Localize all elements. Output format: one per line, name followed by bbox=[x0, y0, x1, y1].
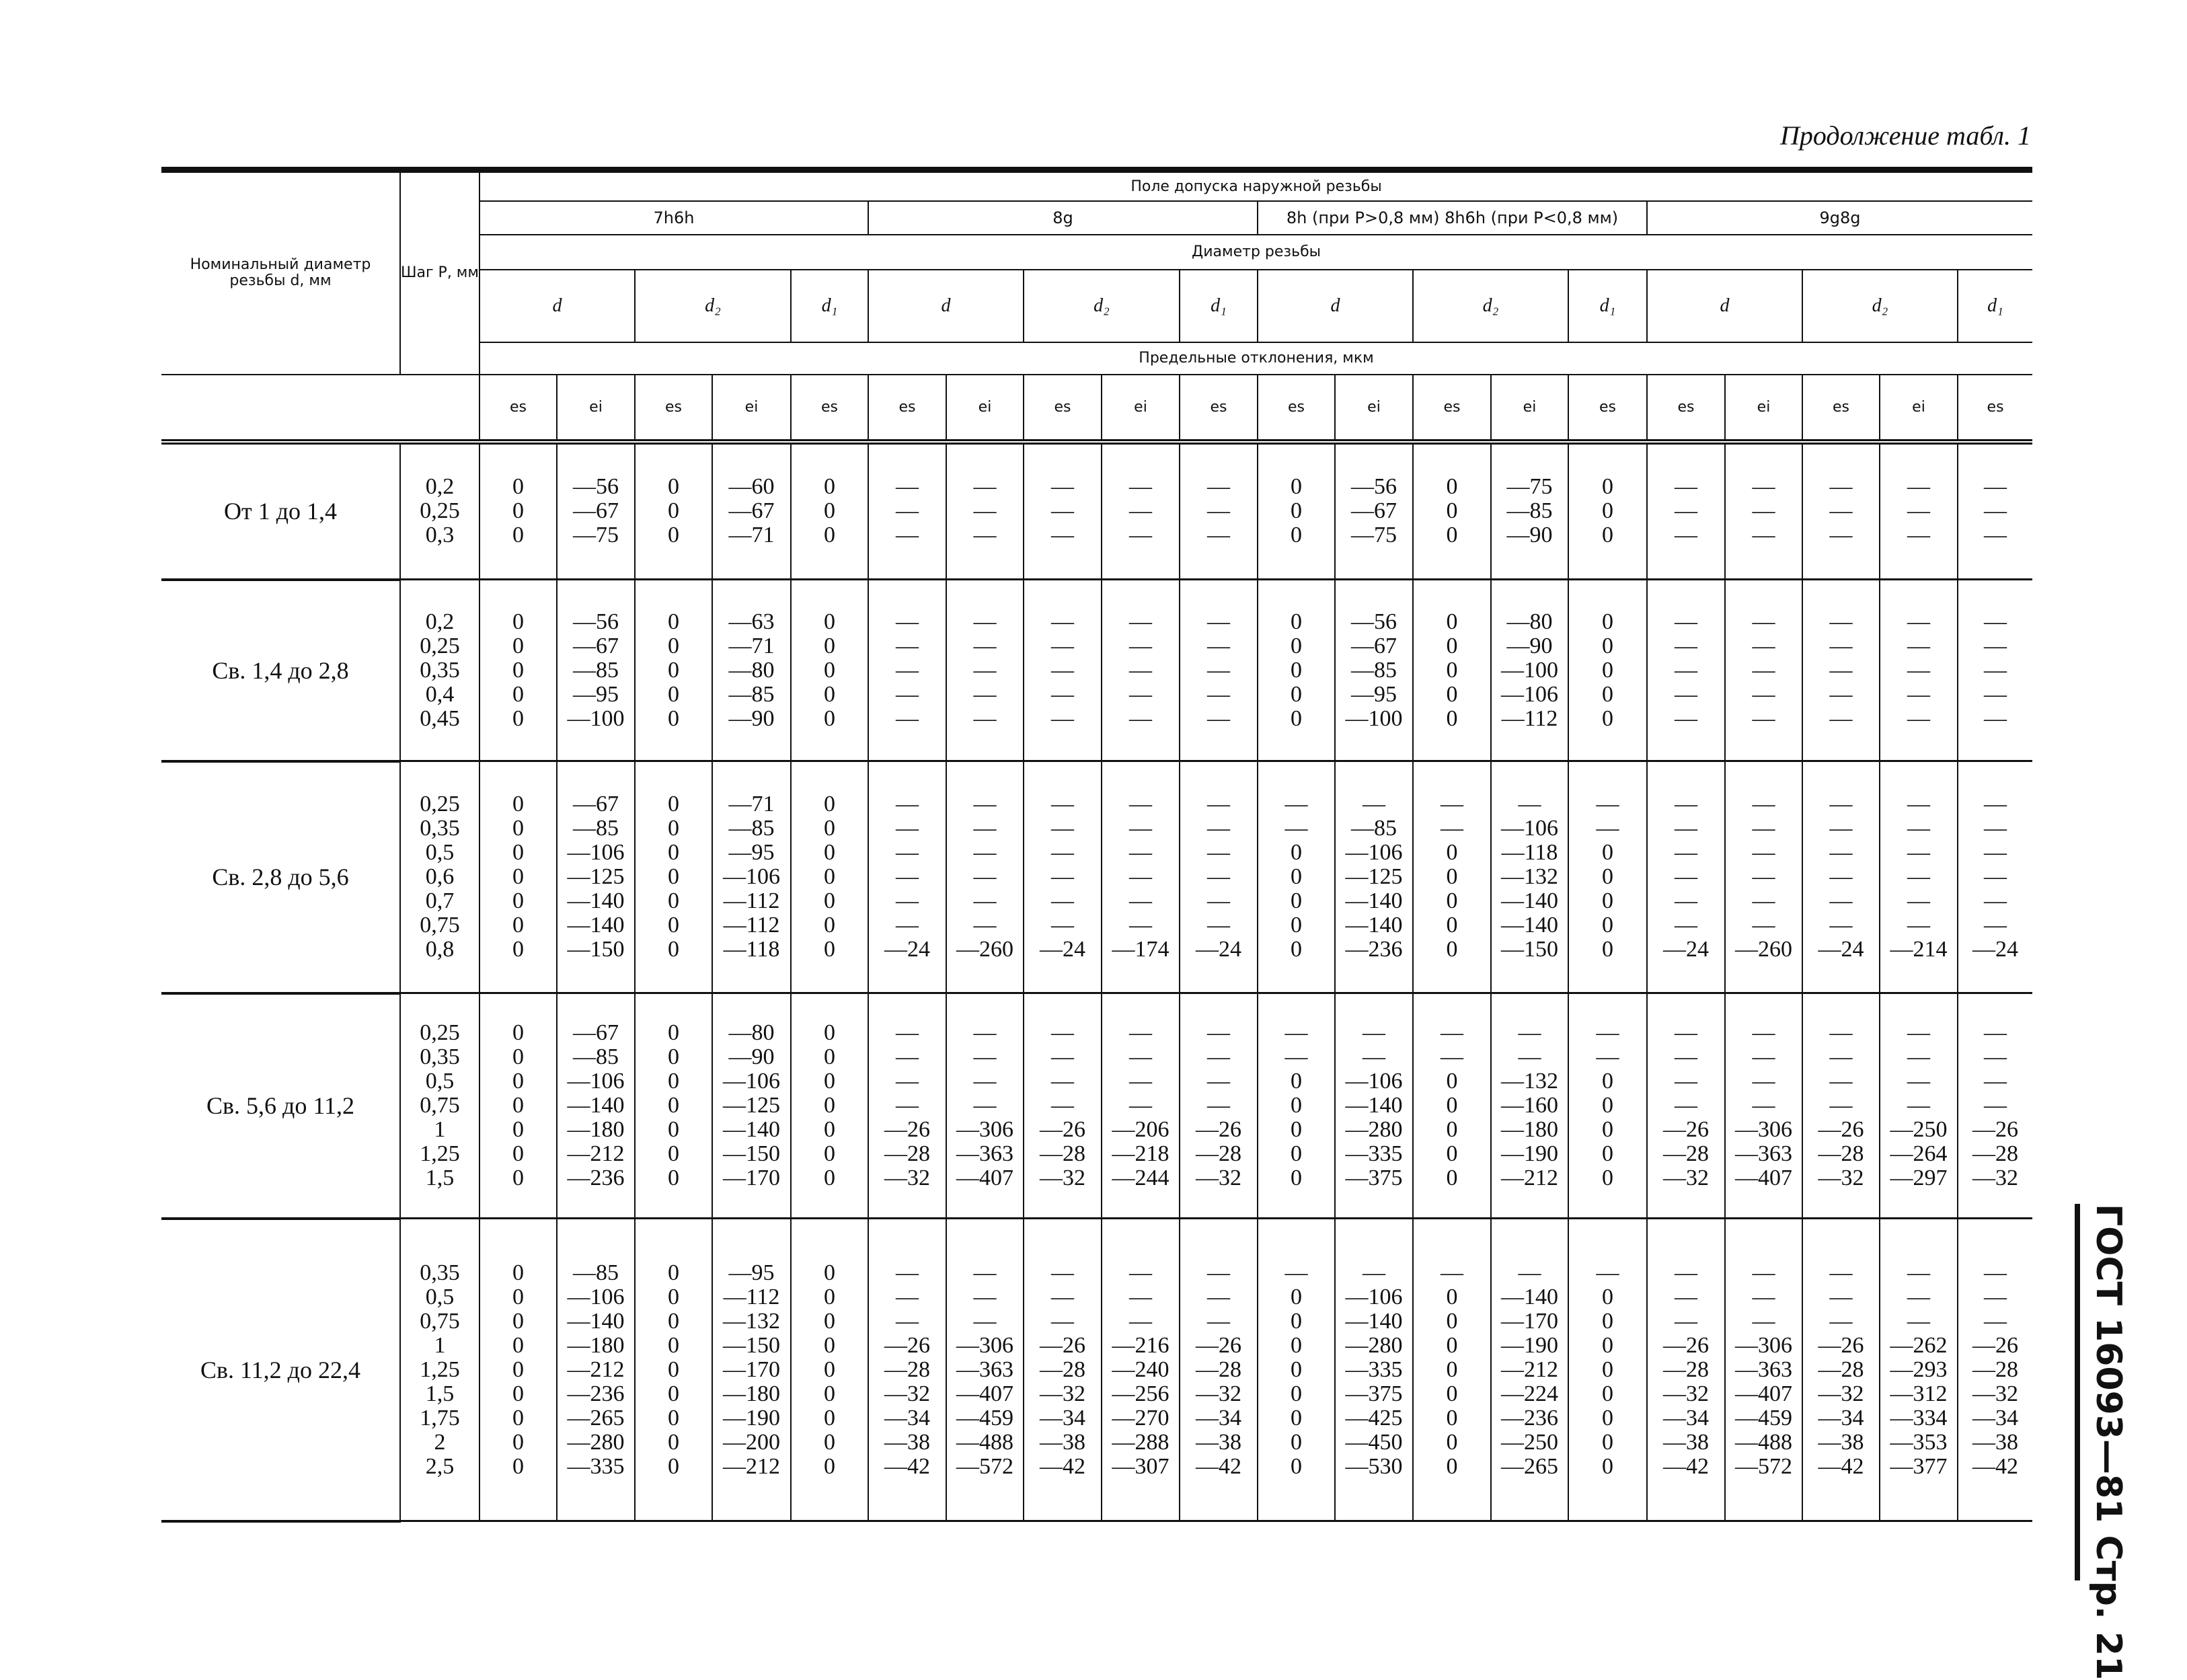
deviation-values: — — — —26 —28 —32 —34 —38 —42 bbox=[1802, 1219, 1880, 1521]
deviation-values: —56 —67 —85 —95 —100 bbox=[1335, 580, 1413, 761]
header-field-8h: 8h (при P>0,8 мм) 8h6h (при P<0,8 мм) bbox=[1258, 201, 1647, 235]
deviation-values: 0 0 0 0 0 0 0 bbox=[791, 761, 868, 993]
row-diameter-range: Св. 5,6 до 11,2 bbox=[161, 993, 400, 1219]
deviation-label: es bbox=[1802, 375, 1880, 442]
deviation-values: 0 0 0 0 0 bbox=[1568, 580, 1647, 761]
deviation-values: — — — bbox=[1802, 442, 1880, 580]
header-diameter: d₂ bbox=[1413, 270, 1568, 342]
header-field-9g8g: 9g8g bbox=[1647, 201, 2032, 235]
table-row bbox=[161, 761, 2032, 993]
deviation-values: —63 —71 —80 —85 —90 bbox=[712, 580, 791, 761]
deviation-values: — —140 —170 —190 —212 —224 —236 —250 —265 bbox=[1491, 1219, 1568, 1521]
header-field-title: Поле допуска наружной резьбы bbox=[479, 170, 2032, 201]
deviation-label: ei bbox=[1725, 375, 1802, 442]
deviation-values: —75 —85 —90 bbox=[1491, 442, 1568, 580]
deviation-values: — — 0 0 0 0 0 bbox=[1413, 993, 1491, 1219]
row-diameter-range: От 1 до 1,4 bbox=[161, 442, 400, 580]
deviation-values: — — — — — bbox=[1802, 580, 1880, 761]
deviation-values: — — — —26 —28 —32 —34 —38 —42 bbox=[868, 1219, 946, 1521]
deviation-values: — — — — — bbox=[946, 580, 1024, 761]
deviation-values: 0 0 0 0 0 0 0 0 0 bbox=[479, 1219, 557, 1521]
header-diameter: d₁ bbox=[1958, 270, 2032, 342]
table-row bbox=[161, 442, 2032, 580]
deviation-values: — — — — —306 —363 —407 bbox=[946, 993, 1024, 1219]
header-diameter: d bbox=[1258, 270, 1413, 342]
deviation-values: — —106 —118 —132 —140 —140 —150 bbox=[1491, 761, 1568, 993]
row-pitch-values: 0,35 0,5 0,75 1 1,25 1,5 1,75 2 2,5 bbox=[400, 1219, 479, 1521]
deviation-values: —80 —90 —100 —106 —112 bbox=[1491, 580, 1568, 761]
deviation-values: — —106 —140 —280 —335 —375 —425 —450 —530 bbox=[1335, 1219, 1413, 1521]
deviation-values: 0 0 0 0 0 bbox=[1258, 580, 1335, 761]
deviation-values: — — — bbox=[946, 442, 1024, 580]
side-title-text: ГОСТ 16093—81 Стр. 21 bbox=[2088, 1204, 2128, 1680]
deviation-values: 0 0 0 0 0 0 0 0 0 bbox=[791, 1219, 868, 1521]
deviation-values: — — — bbox=[1958, 442, 2032, 580]
deviation-values: — — — — —26 —28 —32 bbox=[1958, 993, 2032, 1219]
deviation-values: — — 0 0 0 0 0 bbox=[1568, 761, 1647, 993]
deviation-values: — — — — —26 —28 —32 bbox=[868, 993, 946, 1219]
header-diameter: d₁ bbox=[1568, 270, 1647, 342]
deviation-values: — — — —262 —293 —312 —334 —353 —377 bbox=[1880, 1219, 1958, 1521]
deviation-values: — — — — — bbox=[868, 580, 946, 761]
deviation-values: — — — — — — —24 bbox=[868, 761, 946, 993]
deviation-values: — — — — — bbox=[1180, 580, 1258, 761]
deviation-values: —60 —67 —71 bbox=[712, 442, 791, 580]
table-row bbox=[161, 580, 2032, 761]
deviation-values: — — —132 —160 —180 —190 —212 bbox=[1491, 993, 1568, 1219]
row-pitch-values: 0,25 0,35 0,5 0,75 1 1,25 1,5 bbox=[400, 993, 479, 1219]
deviation-values: — — — —306 —363 —407 —459 —488 —572 bbox=[946, 1219, 1024, 1521]
header-diameter: d₂ bbox=[1024, 270, 1180, 342]
table-body bbox=[161, 442, 2032, 1521]
deviation-values: — — — — — bbox=[1880, 580, 1958, 761]
deviation-values: — — — —26 —28 —32 —34 —38 —42 bbox=[1958, 1219, 2032, 1521]
deviation-values: 0 0 0 0 0 bbox=[479, 580, 557, 761]
deviation-values: 0 0 0 bbox=[635, 442, 712, 580]
deviation-values: 0 0 0 0 0 0 0 bbox=[791, 993, 868, 1219]
deviation-values: 0 0 0 bbox=[1568, 442, 1647, 580]
deviation-values: — — — — —26 —28 —32 bbox=[1024, 993, 1102, 1219]
row-pitch-values: 0,25 0,35 0,5 0,6 0,7 0,75 0,8 bbox=[400, 761, 479, 993]
deviation-label: ei bbox=[1880, 375, 1958, 442]
deviation-label: es bbox=[1180, 375, 1258, 442]
deviation-values: — — — — —26 —28 —32 bbox=[1802, 993, 1880, 1219]
deviation-values: 0 0 0 0 0 0 0 bbox=[479, 761, 557, 993]
deviation-values: — — — — — — —174 bbox=[1102, 761, 1180, 993]
deviation-values: —67 —85 —106 —140 —180 —212 —236 bbox=[557, 993, 635, 1219]
deviation-values: — 0 0 0 0 0 0 0 0 bbox=[1568, 1219, 1647, 1521]
header-diameter: d bbox=[479, 270, 635, 342]
table-header bbox=[161, 170, 2032, 442]
row-diameter-range: Св. 2,8 до 5,6 bbox=[161, 761, 400, 993]
table-row bbox=[161, 1219, 2032, 1521]
row-pitch-values: 0,2 0,25 0,3 bbox=[400, 442, 479, 580]
header-deviation-labels bbox=[161, 375, 2032, 442]
deviation-label: es bbox=[635, 375, 712, 442]
deviation-values: —56 —67 —85 —95 —100 bbox=[557, 580, 635, 761]
deviation-values: — — — — —206 —218 —244 bbox=[1102, 993, 1180, 1219]
deviation-values: 0 0 0 bbox=[1258, 442, 1335, 580]
header-diameter: d₂ bbox=[1802, 270, 1958, 342]
header-diameter: d₁ bbox=[791, 270, 868, 342]
header-diameter: d bbox=[1647, 270, 1802, 342]
deviation-values: — — — — — bbox=[1102, 580, 1180, 761]
deviation-label: es bbox=[868, 375, 946, 442]
deviation-values: — — — — — — —214 bbox=[1880, 761, 1958, 993]
row-pitch-values: 0,2 0,25 0,35 0,4 0,45 bbox=[400, 580, 479, 761]
deviation-values: — — — — — bbox=[1024, 580, 1102, 761]
deviation-values: — — — — — — —24 bbox=[1180, 761, 1258, 993]
deviation-values: —85 —106 —140 —180 —212 —236 —265 —280 —335 bbox=[557, 1219, 635, 1521]
deviation-values: — — — — —26 —28 —32 bbox=[1180, 993, 1258, 1219]
header-deviations-title: Предельные отклонения, мкм bbox=[479, 342, 2032, 375]
deviation-values: — — — — — — —24 bbox=[1024, 761, 1102, 993]
deviation-values: 0 0 0 bbox=[791, 442, 868, 580]
deviation-values: 0 0 0 0 0 bbox=[791, 580, 868, 761]
deviation-values: — — 0 0 0 0 0 bbox=[1258, 761, 1335, 993]
deviation-values: — — — — —26 —28 —32 bbox=[1647, 993, 1725, 1219]
row-diameter-range: Св. 1,4 до 2,8 bbox=[161, 580, 400, 761]
deviation-label: es bbox=[1413, 375, 1491, 442]
header-diameter: d bbox=[868, 270, 1024, 342]
deviation-values: —95 —112 —132 —150 —170 —180 —190 —200 —212 bbox=[712, 1219, 791, 1521]
deviation-values: — — — bbox=[1024, 442, 1102, 580]
deviation-values: 0 0 0 0 0 0 0 bbox=[479, 993, 557, 1219]
deviation-label: es bbox=[479, 375, 557, 442]
deviation-values: — — — bbox=[1725, 442, 1802, 580]
deviation-values: — 0 0 0 0 0 0 0 0 bbox=[1258, 1219, 1335, 1521]
deviation-values: — — — — — — —24 bbox=[1958, 761, 2032, 993]
header-diameter: d₂ bbox=[635, 270, 791, 342]
tolerance-table bbox=[161, 167, 2032, 1523]
deviation-values: — —85 —106 —125 —140 —140 —236 bbox=[1335, 761, 1413, 993]
deviation-values: —56 —67 —75 bbox=[1335, 442, 1413, 580]
deviation-values: — — 0 0 0 0 0 bbox=[1258, 993, 1335, 1219]
deviation-values: — — — bbox=[1102, 442, 1180, 580]
deviation-values: — — — — — bbox=[1725, 580, 1802, 761]
deviation-values: —71 —85 —95 —106 —112 —112 —118 bbox=[712, 761, 791, 993]
deviation-values: — — — —26 —28 —32 —34 —38 —42 bbox=[1180, 1219, 1258, 1521]
header-field-8g: 8g bbox=[868, 201, 1258, 235]
deviation-values: — — — —26 —28 —32 —34 —38 —42 bbox=[1647, 1219, 1725, 1521]
deviation-values: 0 0 0 0 0 bbox=[1413, 580, 1491, 761]
deviation-label: es bbox=[1568, 375, 1647, 442]
deviation-label: es bbox=[791, 375, 868, 442]
header-pitch: Шаг P, мм bbox=[400, 170, 479, 375]
deviation-label: ei bbox=[557, 375, 635, 442]
deviation-values: —67 —85 —106 —125 —140 —140 —150 bbox=[557, 761, 635, 993]
deviation-values: — — — — — — —260 bbox=[946, 761, 1024, 993]
deviation-label: es bbox=[1647, 375, 1725, 442]
deviation-values: — — —106 —140 —280 —335 —375 bbox=[1335, 993, 1413, 1219]
deviation-label: es bbox=[1024, 375, 1102, 442]
row-diameter-range: Св. 11,2 до 22,4 bbox=[161, 1219, 400, 1521]
deviation-values: — — 0 0 0 0 0 bbox=[1568, 993, 1647, 1219]
deviation-values: 0 0 0 0 0 0 0 bbox=[635, 993, 712, 1219]
deviation-label: ei bbox=[1335, 375, 1413, 442]
deviation-values: — — — — — bbox=[1647, 580, 1725, 761]
deviation-values: — — — bbox=[868, 442, 946, 580]
deviation-values: —80 —90 —106 —125 —140 —150 —170 bbox=[712, 993, 791, 1219]
deviation-values: — — — bbox=[1647, 442, 1725, 580]
deviation-values: — — — — — bbox=[1958, 580, 2032, 761]
header-diameter-title: Диаметр резьбы bbox=[479, 235, 2032, 270]
deviation-label: es bbox=[1958, 375, 2032, 442]
deviation-values: — — — —216 —240 —256 —270 —288 —307 bbox=[1102, 1219, 1180, 1521]
deviation-values: —56 —67 —75 bbox=[557, 442, 635, 580]
header-field-7h6h: 7h6h bbox=[479, 201, 868, 235]
deviation-values: 0 0 0 0 0 0 0 bbox=[635, 761, 712, 993]
deviation-values: 0 0 0 0 0 bbox=[635, 580, 712, 761]
deviation-values: — — — —26 —28 —32 —34 —38 —42 bbox=[1024, 1219, 1102, 1521]
table-caption: Продолжение табл. 1 bbox=[1779, 120, 2031, 151]
deviation-values: — — — — — — —260 bbox=[1725, 761, 1802, 993]
deviation-values: 0 0 0 bbox=[1413, 442, 1491, 580]
deviation-label: es bbox=[1258, 375, 1335, 442]
header-diameter: d₁ bbox=[1180, 270, 1258, 342]
deviation-values: 0 0 0 0 0 0 0 0 0 bbox=[635, 1219, 712, 1521]
deviation-values: — — 0 0 0 0 0 bbox=[1413, 761, 1491, 993]
deviation-values: — — — —306 —363 —407 —459 —488 —572 bbox=[1725, 1219, 1802, 1521]
page-side-title bbox=[2075, 1204, 2151, 1680]
deviation-values: — 0 0 0 0 0 0 0 0 bbox=[1413, 1219, 1491, 1521]
deviation-label: ei bbox=[712, 375, 791, 442]
header-nominal-diameter: Номинальный диаметр резьбы d, мм bbox=[161, 170, 400, 375]
deviation-values: — — — — — — —24 bbox=[1647, 761, 1725, 993]
header-blank bbox=[161, 375, 479, 442]
deviation-values: — — — bbox=[1180, 442, 1258, 580]
deviation-label: ei bbox=[1491, 375, 1568, 442]
deviation-values: — — — — — — —24 bbox=[1802, 761, 1880, 993]
table-row bbox=[161, 993, 2032, 1219]
deviation-values: — — — bbox=[1880, 442, 1958, 580]
deviation-label: ei bbox=[946, 375, 1024, 442]
deviation-values: — — — — —250 —264 —297 bbox=[1880, 993, 1958, 1219]
deviation-label: ei bbox=[1102, 375, 1180, 442]
deviation-values: 0 0 0 bbox=[479, 442, 557, 580]
deviation-values: — — — — —306 —363 —407 bbox=[1725, 993, 1802, 1219]
